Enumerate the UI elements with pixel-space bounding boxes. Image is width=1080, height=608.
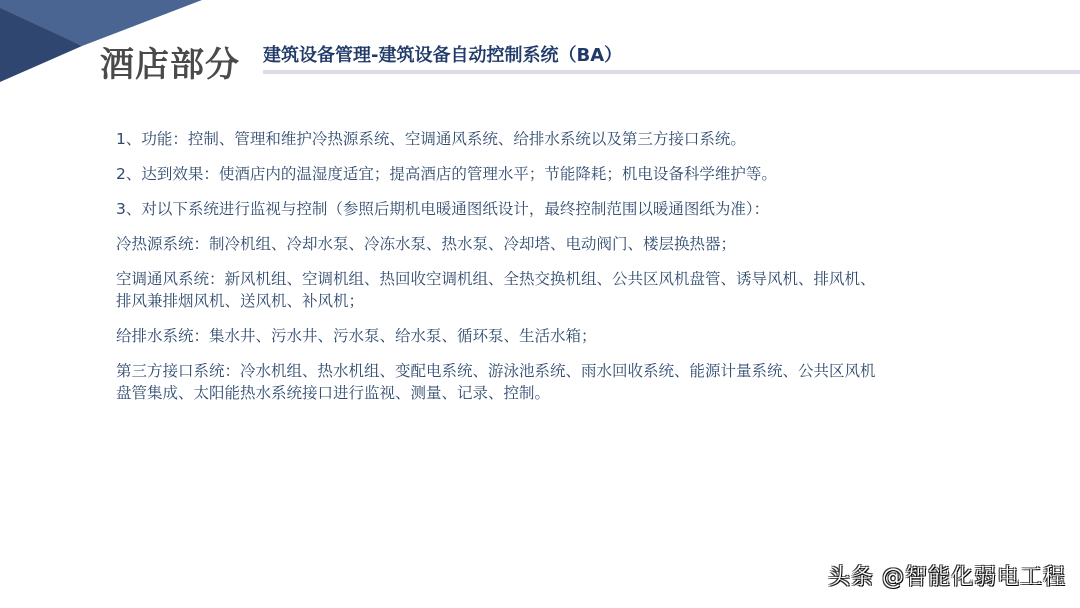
item-function: 1、功能：控制、管理和维护冷热源系统、空调通风系统、给排水系统以及第三方接口系统。 — [116, 130, 746, 148]
system-hvac-line-2: 排风兼排烟风机、送风机、补风机； — [116, 292, 365, 310]
section-title: 酒店部分 — [100, 45, 240, 85]
system-third-party-line-2: 盘管集成、太阳能热水系统接口进行监视、测量、记录、控制。 — [116, 384, 551, 402]
item-monitoring-scope: 3、对以下系统进行监视与控制（参照后期机电暖通图纸设计，最终控制范围以暖通图纸为准）： — [116, 200, 770, 218]
system-water-supply-drainage: 给排水系统：集水井、污水井、污水泵、给水泵、循环泵、生活水箱； — [116, 327, 597, 345]
system-cold-heat-source: 冷热源系统：制冷机组、冷却水泵、冷冻水泵、热水泵、冷却塔、电动阀门、楼层换热器； — [116, 235, 737, 253]
item-effect: 2、达到效果：使酒店内的温湿度适宜；提高酒店的管理水平；节能降耗；机电设备科学维护等。 — [116, 165, 777, 183]
system-third-party-line-1: 第三方接口系统：冷水机组、热水机组、变配电系统、游泳池系统、雨水回收系统、能源计量系统、公共区风机 — [116, 362, 876, 380]
slide-content — [116, 128, 1016, 417]
watermark: 头条 @智能化弱电工程 — [828, 565, 1066, 590]
slide-subtitle: 建筑设备管理-建筑设备自动控制系统（BA） — [263, 45, 623, 66]
system-hvac-line-1: 空调通风系统：新风机组、空调机组、热回收空调机组、全热交换机组、公共区风机盘管、诱导风机、排风机、 — [116, 270, 876, 288]
header-divider — [263, 70, 1080, 74]
